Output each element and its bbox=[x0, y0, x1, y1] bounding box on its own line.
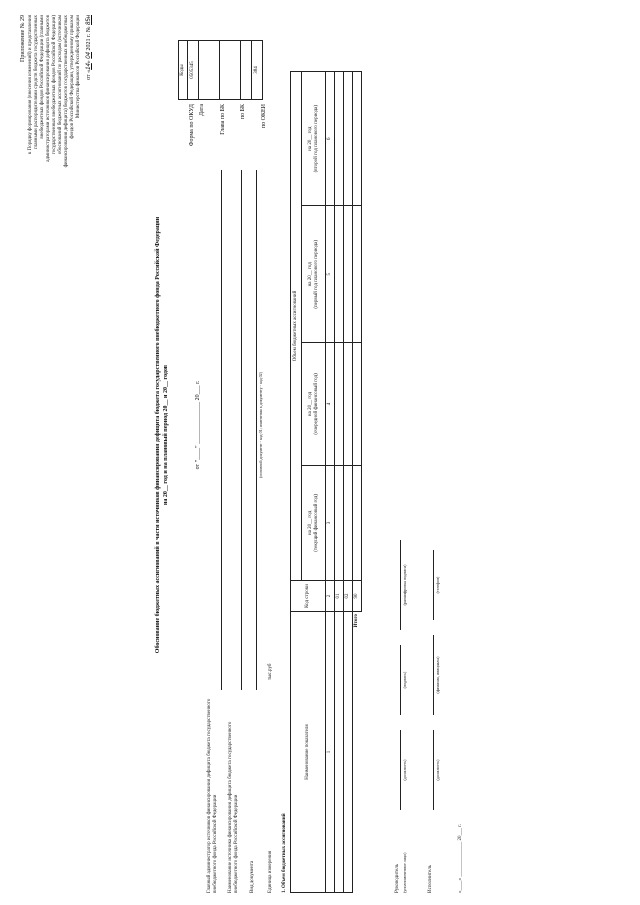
form-date-line: от "____" ______________ 20___ г. bbox=[195, 380, 201, 470]
sig-signature-caption: (подпись) bbox=[402, 671, 407, 689]
sig-line bbox=[400, 540, 401, 630]
field-doctype-line bbox=[256, 170, 257, 690]
row-code: 90 bbox=[353, 581, 362, 612]
codes-value-date bbox=[199, 41, 220, 100]
doc-hint: (основной документ - код 01; изменения к документу - код 02) bbox=[258, 372, 263, 478]
codes-label-glava: Глава по БК bbox=[220, 104, 226, 135]
appendix-text bbox=[28, 15, 82, 205]
num-cell: 5 bbox=[326, 206, 335, 343]
codes-value-bk bbox=[241, 41, 252, 100]
sig-fio-caption: (фамилия, инициалы) bbox=[435, 656, 440, 694]
total-label: Итого bbox=[354, 614, 359, 628]
num-cell: 4 bbox=[326, 343, 335, 466]
appendix-line: внебюджетных фондов Российской Федерации (главными bbox=[40, 15, 45, 139]
budget-table bbox=[290, 71, 362, 893]
th-year-current: на 20__ год (текущий финансовый год) bbox=[302, 465, 326, 580]
sig-line bbox=[433, 730, 434, 810]
field-source-line bbox=[241, 170, 242, 690]
form-title: Обоснование бюджетных ассигнований в части источников финансирования дефицита бюджета государственного внебюджетного фонда Российской Федерации bbox=[155, 216, 161, 654]
form-subtitle: на 20__ год и на плановый период 20__ и 20__ годов bbox=[163, 364, 169, 506]
sig-head-sub: (уполномоченное лицо) bbox=[402, 852, 407, 893]
th-year-plan2: на 20__ год (второй год планового периода) bbox=[302, 72, 326, 206]
sig-date-line: «____» ______________ 20___ г. bbox=[458, 824, 463, 893]
appendix-line: к Порядку формирования (внесения изменений) и представления bbox=[28, 15, 33, 155]
sig-line bbox=[400, 645, 401, 715]
field-unit-value: тыс.руб bbox=[268, 663, 273, 680]
field-doctype-label: Вид документа bbox=[250, 860, 255, 893]
row-code: 01 bbox=[335, 581, 344, 612]
num-cell: 3 bbox=[326, 465, 335, 580]
table-row bbox=[335, 72, 344, 893]
appendix-line: обоснований бюджетных ассигнований по расходам (источникам bbox=[58, 15, 63, 155]
codes-table bbox=[178, 40, 263, 100]
codes-header: Коды bbox=[179, 41, 188, 100]
th-volume-group: Объем бюджетных ассигнований bbox=[291, 72, 302, 581]
handwritten-day: 14 bbox=[86, 63, 92, 70]
num-cell: 2 bbox=[326, 581, 335, 612]
appendix-line: администраторами источников финансирования дефицита бюджетов bbox=[46, 15, 51, 162]
sig-executor-position-caption: (должность) bbox=[435, 759, 440, 781]
appendix-date: от «14» 04 2021 г. № 85н bbox=[86, 15, 92, 80]
codes-value-okud: 0505345 bbox=[188, 41, 199, 100]
field-admin-line bbox=[221, 170, 222, 690]
th-indicator: Наименование показателя bbox=[291, 612, 326, 893]
codes-label-bk: по БК bbox=[240, 104, 246, 120]
appendix-title: Приложение № 29 bbox=[20, 15, 26, 62]
appendix-line: главными распорядителями средств бюджета государственных bbox=[34, 15, 39, 150]
codes-label-okei: по ОКЕИ bbox=[261, 104, 267, 129]
sig-phone-caption: (телефон) bbox=[435, 576, 440, 594]
table-row-total bbox=[353, 72, 362, 893]
codes-value-glava bbox=[220, 41, 241, 100]
sig-head-label: Руководитель bbox=[395, 863, 400, 893]
sig-position-caption: (должность) bbox=[402, 759, 407, 781]
codes-label-okud: Форма по ОКУД bbox=[189, 104, 195, 147]
sig-decoding-caption: (расшифровка подписи) bbox=[402, 564, 407, 606]
codes-box bbox=[178, 40, 267, 147]
appendix-line: государственных внебюджетных фондов Российской Федерации) bbox=[52, 15, 57, 155]
codes-value-okei: 384 bbox=[252, 41, 263, 100]
section-title: 1. Объем бюджетных ассигнований bbox=[282, 813, 287, 893]
sig-executor-label: Исполнитель bbox=[428, 865, 433, 893]
appendix-line: Министерства финансов Российской Федерации bbox=[76, 15, 81, 119]
th-code: Код строки bbox=[291, 581, 326, 612]
num-cell: 6 bbox=[326, 72, 335, 206]
appendix-line: фондов Российской Федерации, утвержденному приказом bbox=[70, 15, 75, 139]
field-admin-label: Главный администратор источников финансирования дефицита бюджета государственного внебюджетного фонда Российской Федерации bbox=[207, 698, 218, 893]
num-cell: 1 bbox=[326, 612, 335, 893]
row-code: 02 bbox=[344, 581, 353, 612]
sig-line bbox=[433, 635, 434, 715]
handwritten-month: 04 bbox=[86, 52, 92, 59]
th-year-plan1: на 20__ год (первый год планового периода) bbox=[302, 206, 326, 343]
codes-label-date: Дата bbox=[199, 104, 205, 116]
field-unit-label: Единица измерения bbox=[268, 850, 273, 893]
sig-line bbox=[400, 730, 401, 810]
field-source-label: Наименование источника финансирования дефицита бюджета государственного внебюджетного фонда Российской Федерации bbox=[228, 721, 239, 893]
handwritten-number: 85н bbox=[86, 15, 92, 25]
sig-line bbox=[433, 550, 434, 620]
appendix-line: финансирования дефицита) бюджетов государственных внебюджетных bbox=[64, 15, 69, 168]
th-year-next: на 20__ год (очередной финансовый год) bbox=[302, 343, 326, 466]
table-row bbox=[344, 72, 353, 893]
